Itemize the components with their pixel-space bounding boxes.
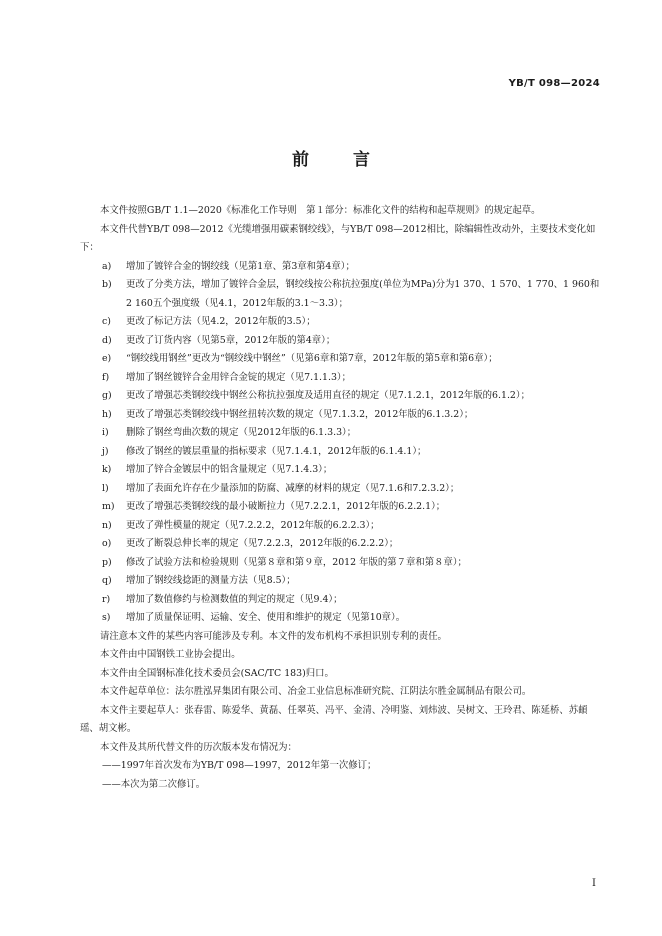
list-item-label: o) bbox=[102, 538, 112, 549]
paragraph-proposer: 本文件由中国钢铁工业协会提出。 bbox=[100, 649, 241, 660]
list-item-label: m) bbox=[102, 501, 115, 512]
list-item bbox=[80, 387, 600, 406]
list-item bbox=[80, 313, 600, 332]
list-item-label: f) bbox=[102, 371, 110, 383]
paragraph-replacement: 本文件代替YB/T 098—2012《光缆增强用碳素钢绞线》，与YB/T 098—2012相比，除编辑性改动外，主要技术变化如下： bbox=[80, 223, 596, 253]
list-item-text: 更改了断裂总伸长率的规定（见7.2.2.3，2012年版的6.2.2.2）； bbox=[126, 538, 399, 549]
list-item-text: 增加了锌合金镀层中的铝含量规定（见7.1.4.3）； bbox=[126, 464, 333, 475]
list-item bbox=[80, 591, 600, 610]
list-item bbox=[80, 535, 600, 554]
list-item-text: 更改了订货内容（见第5章，2012年版的第4章）； bbox=[126, 334, 336, 346]
list-item-label: d) bbox=[102, 334, 112, 346]
list-item-label: p) bbox=[102, 556, 112, 568]
list-item bbox=[80, 406, 600, 425]
list-item-label: i) bbox=[102, 427, 109, 438]
paragraph-drafting-rules: 本文件按照GB/T 1.1—2020《标准化工作导则 第１部分：标准化文件的结构和起草规则》的规定起草。 bbox=[100, 205, 541, 216]
list-item-label: n) bbox=[102, 519, 112, 531]
list-item-text: 增加了表面允许存在少量添加的防腐、减摩的材料的规定（见7.1.6和7.2.3.2）； bbox=[126, 482, 460, 494]
list-item bbox=[80, 424, 600, 443]
list-item bbox=[80, 369, 600, 388]
list-item-text: 更改了标记方法（见4.2，2012年版的3.5）； bbox=[126, 316, 316, 327]
list-item-label: e) bbox=[102, 353, 112, 364]
changes-list bbox=[80, 258, 600, 628]
list-item-text: 增加了数值修约与检测数值的判定的规定（见9.4）； bbox=[126, 593, 343, 605]
list-item bbox=[80, 480, 600, 499]
list-item bbox=[80, 572, 600, 591]
list-item-text: 更改了增强芯类钢绞线中钢丝扭转次数的规定（见7.1.3.2，2012年版的6.1.3.2）； bbox=[126, 408, 474, 420]
list-item-text: 增加了钢绞线捻距的测量方法（见8.5）； bbox=[126, 575, 296, 586]
list-item-text: 修改了试验方法和检验规则（见第８章和第９章，2012 年版的第７章和第８章）； bbox=[126, 556, 467, 568]
list-item-label: b) bbox=[102, 279, 112, 290]
paragraph-patent-notice: 请注意本文件的某些内容可能涉及专利。本文件的发布机构不承担识别专利的责任。 bbox=[100, 630, 447, 642]
paragraph-drafters: 本文件主要起草人：张春雷、陈爱华、黄磊、任翠英、冯平、金清、冷明鉴、刘炜波、吴树文、王玲君、陈延桥、苏頔瑶、胡文彬。 bbox=[80, 704, 588, 734]
list-item-label: s) bbox=[102, 612, 111, 623]
list-item-text: 增加了钢丝镀锌合金用锌合金锭的规定（见7.1.1.3）； bbox=[126, 371, 351, 383]
list-item-text: 更改了分类方法，增加了镀锌合金层，钢绞线按公称抗拉强度(单位为MPa)分为1 370、1 570、1 770、1 960和2 160五个强度级（见4.1，2012年版的3.1～3.3）； bbox=[126, 279, 600, 309]
list-item bbox=[80, 350, 600, 369]
list-item bbox=[80, 276, 600, 313]
list-item-label: c) bbox=[102, 316, 111, 327]
list-item-label: j) bbox=[102, 445, 109, 457]
history-item: ——1997年首次发布为YB/T 098—1997，2012年第一次修订； bbox=[102, 760, 377, 771]
list-item-label: r) bbox=[102, 593, 111, 605]
list-item-label: k) bbox=[102, 464, 112, 475]
list-item-text: 更改了增强芯类钢绞线的最小破断拉力（见7.2.2.1，2012年版的6.2.2.1）； bbox=[126, 501, 446, 512]
list-item bbox=[80, 517, 600, 536]
list-item-text: 修改了钢丝的镀层重量的指标要求（见7.1.4.1，2012年版的6.1.4.1）； bbox=[126, 445, 427, 457]
list-item-label: g) bbox=[102, 390, 112, 401]
paragraph-drafting-units: 本文件起草单位：法尔胜泓昇集团有限公司、冶金工业信息标准研究院、江阴法尔胜金属制品有限公司。 bbox=[100, 686, 532, 697]
list-item bbox=[80, 332, 600, 351]
list-item-text: 删除了钢丝弯曲次数的规定（见2012年版的6.1.3.3）； bbox=[126, 427, 357, 438]
paragraph-committee: 本文件由全国钢标准化技术委员会(SAC/TC 183)归口。 bbox=[100, 667, 334, 679]
list-item-label: l) bbox=[102, 482, 109, 494]
list-item-label: a) bbox=[102, 260, 112, 272]
list-item-label: q) bbox=[102, 575, 112, 586]
list-item-text: “钢绞线用钢丝”更改为“钢绞线中钢丝”（见第6章和第7章，2012年版的第5章和第6章）； bbox=[126, 353, 498, 364]
list-item-text: 更改了增强芯类钢绞线中钢丝公称抗拉强度及适用直径的规定（见7.1.2.1，2012年版的6.1.2）； bbox=[126, 390, 530, 401]
list-item-text: 增加了镀锌合金的钢绞线（见第1章、第3章和第4章）； bbox=[126, 260, 355, 272]
list-item bbox=[80, 461, 600, 480]
foreword-body bbox=[80, 202, 600, 794]
page-number: I bbox=[592, 878, 596, 889]
list-item bbox=[80, 554, 600, 573]
list-item bbox=[80, 609, 600, 628]
list-item-text: 增加了质量保证明、运输、安全、使用和维护的规定（见第10章）。 bbox=[126, 612, 406, 623]
history-item: ——本次为第二次修订。 bbox=[102, 778, 206, 790]
list-item bbox=[80, 443, 600, 462]
page-title: 前言 bbox=[292, 150, 414, 170]
list-item bbox=[80, 498, 600, 517]
paragraph-history-intro: 本文件及其所代替文件的历次版本发布情况为： bbox=[100, 741, 297, 753]
list-item-label: h) bbox=[102, 408, 112, 420]
list-item bbox=[80, 258, 600, 277]
standard-code: YB/T 098—2024 bbox=[508, 78, 600, 89]
list-item-text: 更改了弹性模量的规定（见7.2.2.2，2012年版的6.2.2.3）； bbox=[126, 519, 380, 531]
